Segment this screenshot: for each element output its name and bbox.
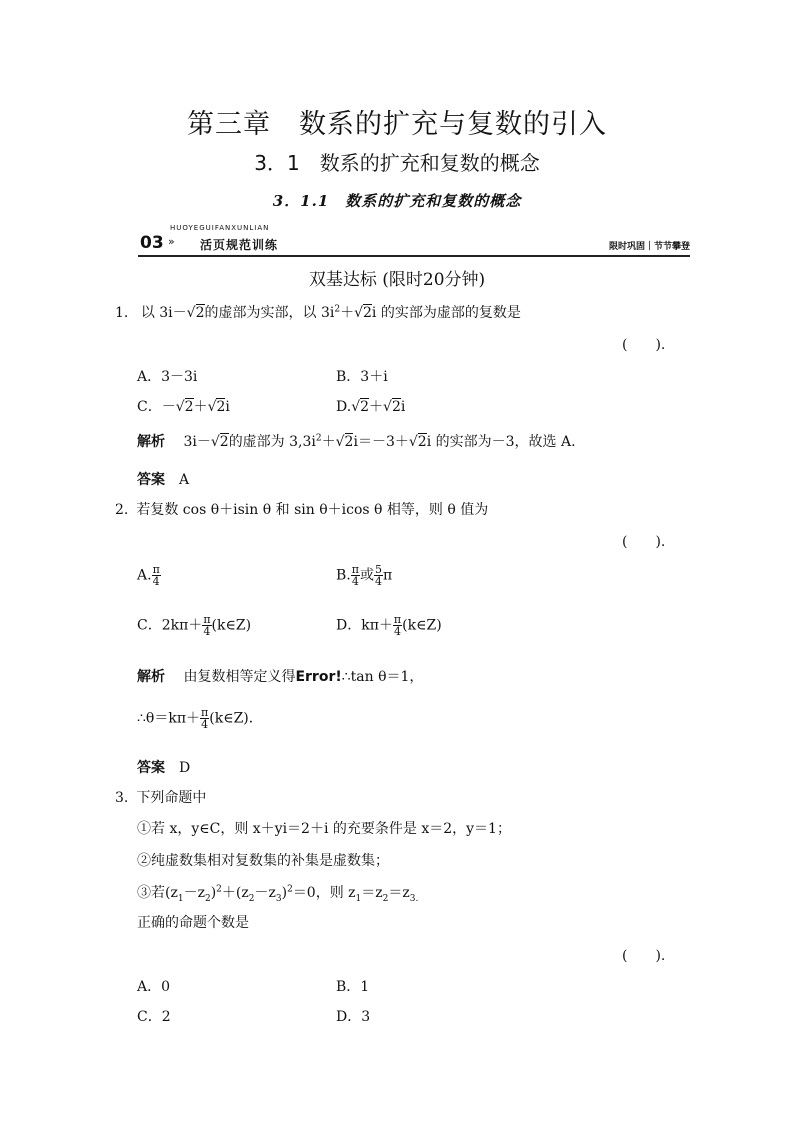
double-chevron-icon: »	[168, 235, 175, 248]
q2-option-c: C．2kπ＋ $\frac{\pi}{4}$ (k∈Z)	[137, 613, 252, 638]
q3-prompt: 正确的命题个数是	[137, 915, 249, 931]
q1-option-d: D.√2＋√2i	[336, 399, 406, 415]
q3-answer-paren: ( ).	[622, 948, 666, 964]
q2-option-a: A. $\frac{\pi}{4}$	[137, 563, 160, 588]
q2-answer: 答案 D	[137, 760, 191, 776]
q1-option-c: C．－√2＋√2i	[137, 399, 230, 415]
q3-stem: 3. 下列命题中	[115, 790, 207, 806]
q2-stem: 2. 若复数 cos θ＋isin θ 和 sin θ＋icos θ 相等，则 θ 值为	[115, 502, 489, 518]
q2-option-b: B. $\frac{\pi}{4}$ 或 $\frac{5}{4}$ π	[336, 563, 393, 588]
banner-rule	[138, 255, 690, 257]
q3-proposition-2: ②纯虚数集相对复数集的补集是虚数集；	[137, 853, 389, 869]
q1-option-a: A．3－3i	[137, 369, 198, 385]
q1-stem: 1. 以 3i－√2的虚部为实部，以 $3i^2+√2i$ 的实部为虚部的复数是	[115, 304, 521, 321]
q3-option-c: C．2	[137, 1009, 171, 1025]
q3-proposition-3: ③若$(z_1-z_2)^2+(z_2-z_3)^2=0$，则 $z_1=z_2=z_{3.}$	[137, 884, 419, 904]
subsection-title: 3．1.1 数系的扩充和复数的概念	[272, 192, 522, 210]
section-title: 3．1 数系的扩充和复数的概念	[254, 151, 540, 175]
q2-option-d: D．kπ＋ $\frac{\pi}{4}$ (k∈Z)	[336, 613, 442, 638]
q1-answer-paren: ( ).	[622, 337, 666, 353]
q3-option-d: D．3	[336, 1009, 371, 1025]
q2-answer-paren: ( ).	[622, 534, 666, 550]
q1-analysis: 解析 3i－√2的虚部为 $3,3i^2+√2i=-3+√2i$ 的实部为－3，故选 A.	[137, 433, 576, 450]
q3-option-a: A．0	[137, 979, 171, 995]
banner-pinyin: HUOYEGUIFANXUNLIAN	[170, 224, 270, 232]
banner-right-text: 限时巩固｜节节攀登	[608, 242, 690, 252]
banner-number: 03	[140, 233, 164, 253]
section-heading: 双基达标 (限时20分钟)	[308, 270, 486, 290]
q2-analysis: 解析 由复数相等定义得Error!∴tan θ＝1，	[137, 669, 424, 685]
q3-proposition-1: ①若 x，y∈C，则 x＋yi＝2＋i 的充要条件是 x＝2，y＝1；	[137, 821, 511, 837]
chapter-title: 第三章 数系的扩充与复数的引入	[187, 109, 607, 140]
q1-answer: 答案 A	[137, 472, 190, 488]
practice-banner	[138, 224, 690, 258]
banner-title: 活页规范训练	[200, 238, 279, 252]
q1-option-b: B．3＋i	[336, 369, 388, 385]
q3-option-b: B．1	[336, 979, 370, 995]
q2-analysis-line2: ∴θ＝kπ＋ $\frac{\pi}{4}$ (k∈Z)．	[137, 706, 263, 731]
